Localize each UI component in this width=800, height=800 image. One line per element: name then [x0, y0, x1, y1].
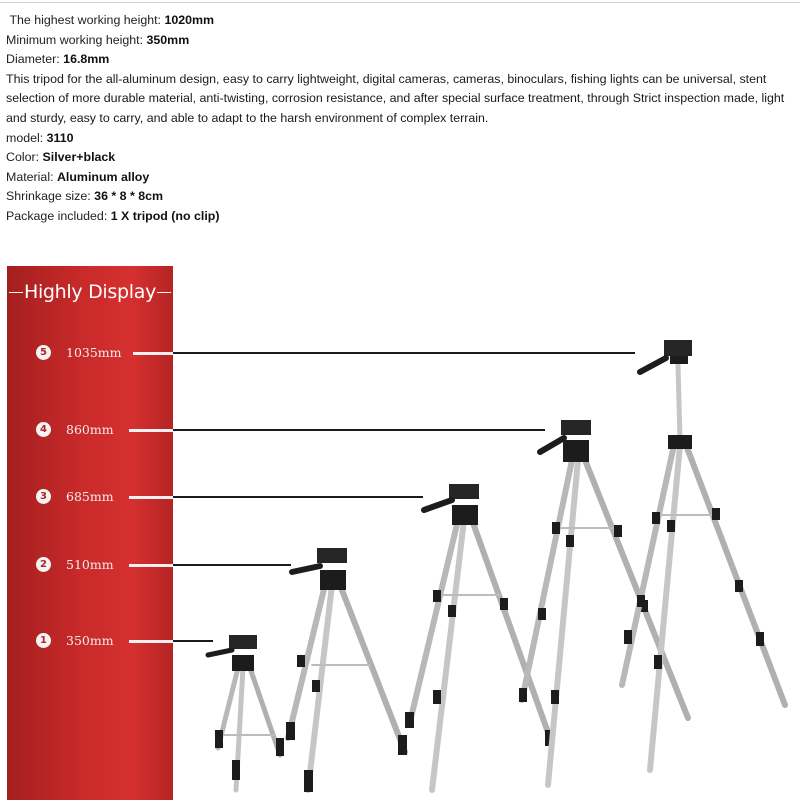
spec-description: This tripod for the all-aluminum design, easy to carry lightweight, digital cameras, cameras, binoculars, fishing lights can be universal, stent selection of more durable material, anti-twisting, corrosion resistance, and after special surface treatment, through Strict inspection made, light and sturdy, easy to carry, and able to adapt to the harsh environment of complex terrain. — [6, 71, 785, 125]
tripod-head — [561, 420, 591, 435]
height-value: 510mm — [66, 556, 114, 572]
leg-clamp — [297, 655, 305, 667]
leg-clamp — [712, 508, 720, 520]
tripod-head — [317, 548, 347, 563]
pan-handle — [640, 358, 666, 372]
tripod-head — [229, 635, 257, 649]
leg-clamp — [552, 522, 560, 534]
height-number-badge: 1 — [36, 633, 51, 648]
tripod-head — [449, 484, 479, 499]
tripod-head-base — [232, 655, 254, 671]
spec-value: 36 * 8 * 8cm — [94, 189, 164, 204]
leg-clamp — [654, 655, 662, 669]
leg-foot — [519, 688, 527, 702]
spec-label: Shrinkage size: — [6, 189, 91, 204]
pan-handle — [292, 566, 320, 572]
leg-foot — [304, 770, 313, 792]
spec-value: Silver+black — [42, 150, 116, 165]
leg-clamp — [433, 590, 441, 602]
leg-clamp — [667, 520, 675, 532]
height-value: 1035mm — [66, 344, 122, 360]
leg-clamp — [551, 690, 559, 704]
tripod-1035 — [622, 340, 785, 770]
height-value: 685mm — [66, 488, 114, 504]
leg-foot — [405, 712, 414, 728]
height-value: 860mm — [66, 421, 114, 437]
leg-clamp — [312, 680, 320, 692]
spec-label: Package included: — [6, 208, 108, 223]
pan-handle — [208, 650, 232, 655]
tripod-leg — [340, 585, 405, 752]
leg-clamp — [735, 580, 743, 592]
spec-value: 16.8mm — [63, 52, 110, 67]
spec-value: 350mm — [146, 32, 190, 47]
tripod-leg — [250, 668, 280, 755]
display-title-text: Highly Display — [23, 281, 157, 303]
spec-label: Material: — [6, 169, 54, 184]
spec-value: 3110 — [46, 130, 74, 145]
tripod-685 — [405, 484, 554, 790]
leg-clamp — [756, 632, 764, 646]
height-value: 350mm — [66, 632, 114, 648]
tripod-510 — [286, 548, 407, 792]
leg-clamp — [624, 630, 632, 644]
spec-value: Aluminum alloy — [56, 169, 150, 184]
height-number-badge: 5 — [36, 345, 51, 360]
leg-clamp — [614, 525, 622, 537]
leg-clamp — [637, 595, 645, 607]
tripod-head-base — [563, 440, 589, 462]
leg-clamp — [448, 605, 456, 617]
leg-clamp — [215, 730, 223, 748]
spec-label: Minimum working height: — [6, 32, 144, 47]
tripod-head — [664, 340, 692, 356]
leg-clamp — [538, 608, 546, 620]
leg-clamp — [500, 598, 508, 610]
leg-clamp — [276, 738, 284, 756]
height-number-badge: 4 — [36, 422, 51, 437]
tripod-head-base — [320, 570, 346, 590]
height-number-badge: 2 — [36, 557, 51, 572]
leg-foot — [232, 760, 240, 780]
tripod-leg — [686, 445, 785, 705]
spec-label: Color: — [6, 150, 40, 165]
spec-label: Diameter: — [6, 52, 60, 67]
leg-clamp — [398, 735, 407, 755]
spec-label: model: — [6, 130, 44, 145]
tripod-head-base — [670, 356, 688, 364]
pan-handle — [424, 500, 452, 510]
spec-label: The highest working height: — [9, 13, 161, 27]
spec-value: 1020mm — [164, 13, 215, 27]
height-number-badge: 3 — [36, 489, 51, 504]
tripod-crown — [668, 435, 692, 449]
tripod-head-base — [452, 505, 478, 525]
leg-clamp — [286, 722, 295, 740]
leg-clamp — [433, 690, 441, 704]
leg-clamp — [566, 535, 574, 547]
spec-value: 1 X tripod (no clip) — [110, 208, 220, 223]
pan-handle — [540, 438, 564, 452]
tripod-350 — [208, 635, 284, 790]
center-column — [678, 365, 680, 440]
leg-clamp — [652, 512, 660, 524]
